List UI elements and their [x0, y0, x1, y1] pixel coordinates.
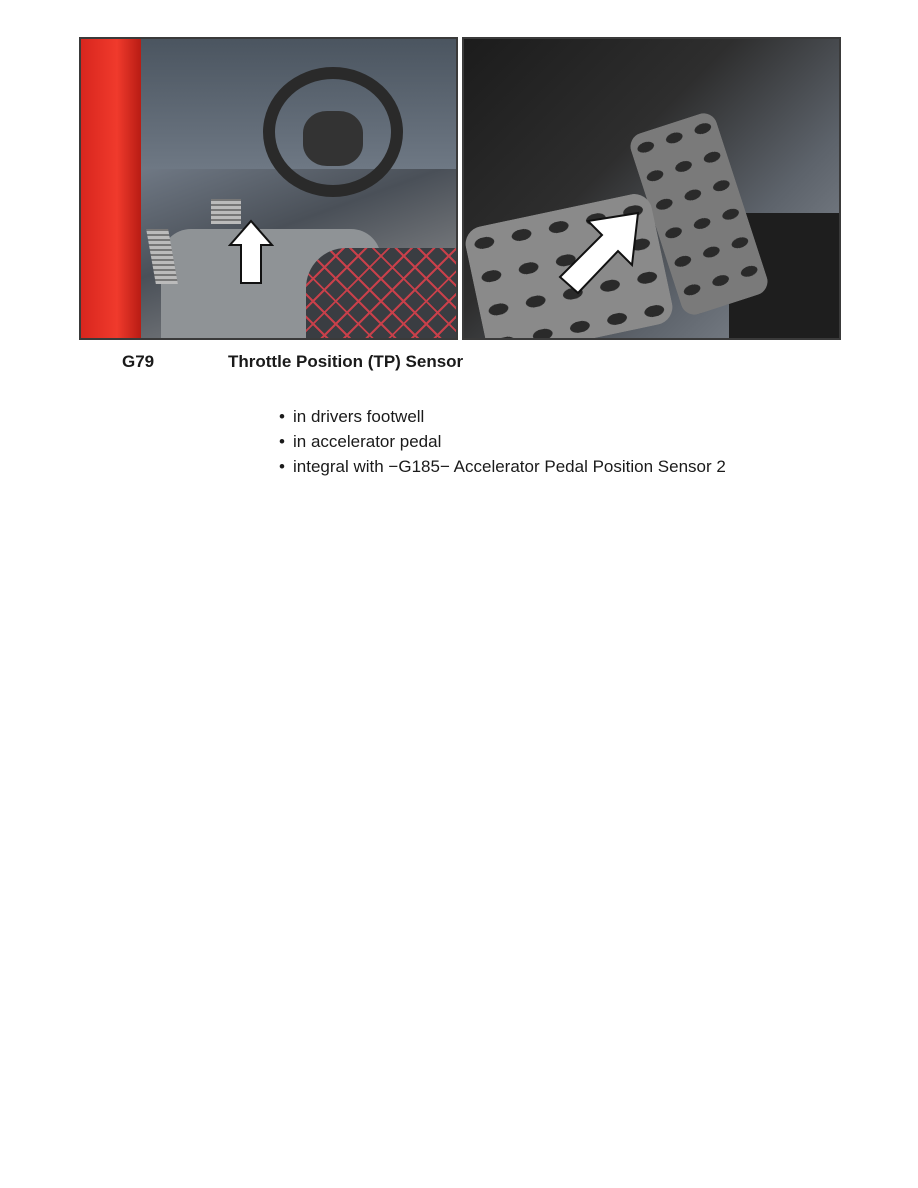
location-list: [279, 404, 759, 479]
arrow-diagonal-icon: [552, 209, 642, 299]
component-code: G79: [122, 352, 155, 371]
location-item: • in accelerator pedal: [279, 429, 759, 454]
location-item: • in drivers footwell: [279, 404, 759, 429]
car-door: [81, 39, 141, 338]
steering-hub: [303, 111, 363, 166]
pedal-closeup-photo: [462, 37, 841, 340]
plaid-seat: [306, 248, 456, 338]
arrow-up-icon: [228, 219, 274, 285]
footwell-photo: [79, 37, 458, 340]
component-title: Throttle Position (TP) Sensor: [228, 352, 464, 371]
location-item: • integral with −G185− Accelerator Pedal Position Sensor 2: [279, 454, 759, 479]
